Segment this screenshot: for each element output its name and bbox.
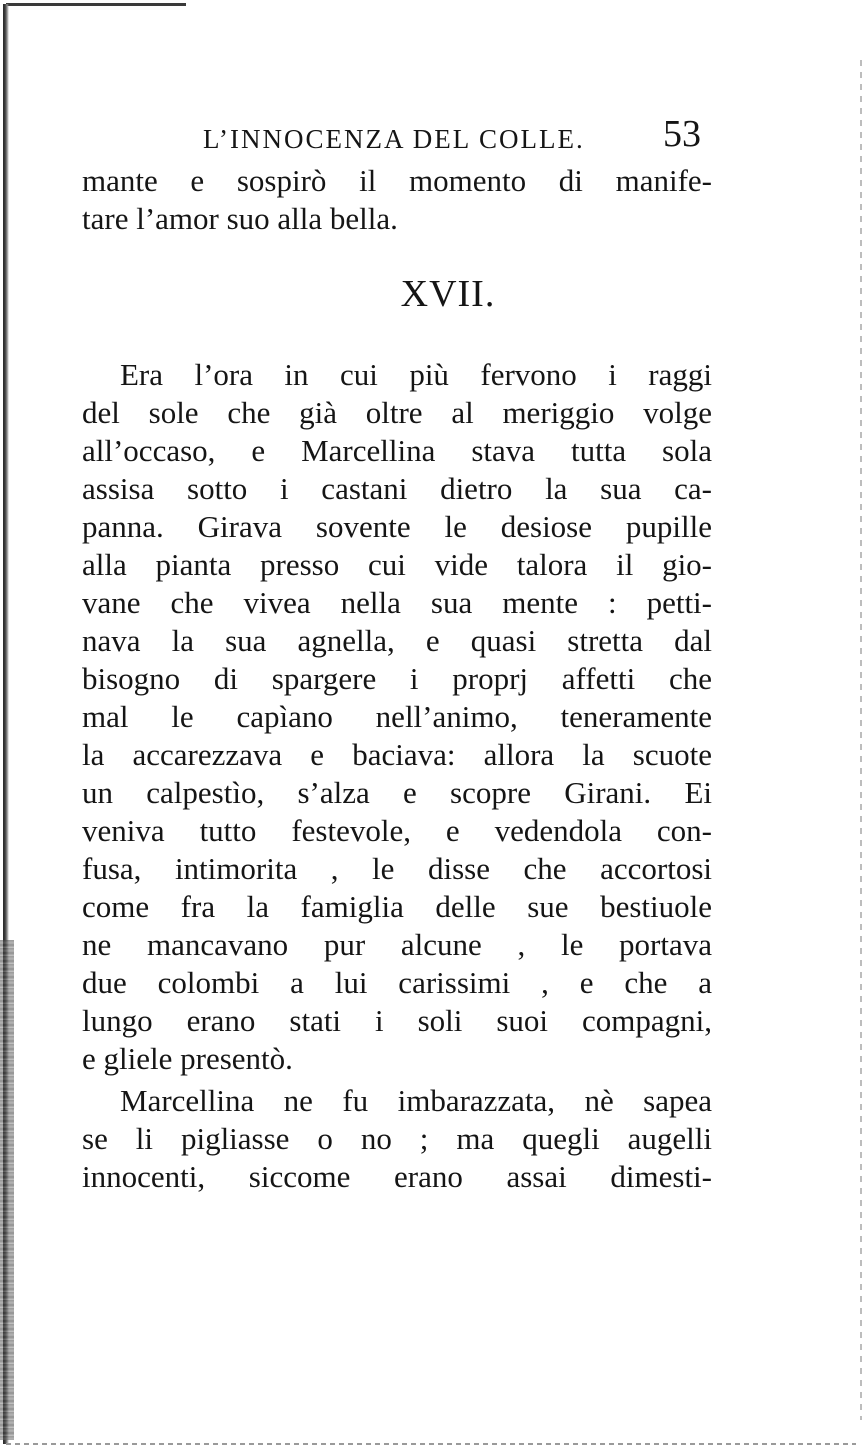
- text-line: Marcellina ne fu imbarazzata, nè sapea: [120, 1083, 712, 1118]
- text-line: innocenti, siccome erano assai dimesti-: [82, 1159, 712, 1194]
- text-line: all’occaso, e Marcellina stava tutta sola: [82, 433, 712, 468]
- text-line: bisogno di spargere i proprj affetti che: [82, 661, 712, 696]
- text-line: veniva tutto festevole, e vedendola con-: [82, 813, 712, 848]
- text-line: mante e sospirò il momento di manife-: [82, 163, 712, 198]
- text-line: fusa, intimorita , le disse che accortosi: [82, 851, 712, 886]
- text-line: la accarezzava e baciava: allora la scuote: [82, 737, 712, 772]
- text-line: assisa sotto i castani dietro la sua ca-: [82, 471, 712, 506]
- text-line: lungo erano stati i soli suoi compagni,: [82, 1003, 712, 1038]
- text-line: panna. Girava sovente le desiose pupille: [82, 509, 712, 544]
- text-line: tare l’amor suo alla bella.: [82, 201, 398, 236]
- text-line: Era l’ora in cui più fervono i raggi: [120, 357, 712, 392]
- scan-edge-right: [860, 60, 862, 1420]
- scan-edge-top: [6, 3, 186, 6]
- text-line: ne mancavano pur alcune , le portava: [82, 927, 712, 962]
- text-line: e gliele presentò.: [82, 1041, 293, 1076]
- chapter-heading: XVII.: [400, 273, 496, 315]
- text-line: come fra la famiglia delle sue bestiuole: [82, 889, 712, 924]
- text-line: se li pigliasse o no ; ma quegli augelli: [82, 1121, 712, 1156]
- text-line: vane che vivea nella sua mente : petti-: [82, 585, 712, 620]
- text-line: due colombi a lui carissimi , e che a: [82, 965, 712, 1000]
- scan-edge-bottom: [6, 1443, 856, 1445]
- text-line: alla pianta presso cui vide talora il gio-: [82, 547, 712, 582]
- text-line: del sole che già oltre al meriggio volge: [82, 395, 712, 430]
- text-line: un calpestìo, s’alza e scopre Girani. Ei: [82, 775, 712, 810]
- page-number: 53: [663, 113, 701, 155]
- text-line: mal le capìano nell’animo, teneramente: [82, 699, 712, 734]
- text-line: nava la sua agnella, e quasi stretta dal: [82, 623, 712, 658]
- running-head: L’INNOCENZA DEL COLLE.: [203, 124, 585, 154]
- scan-edge-left-shadow: [0, 940, 14, 1440]
